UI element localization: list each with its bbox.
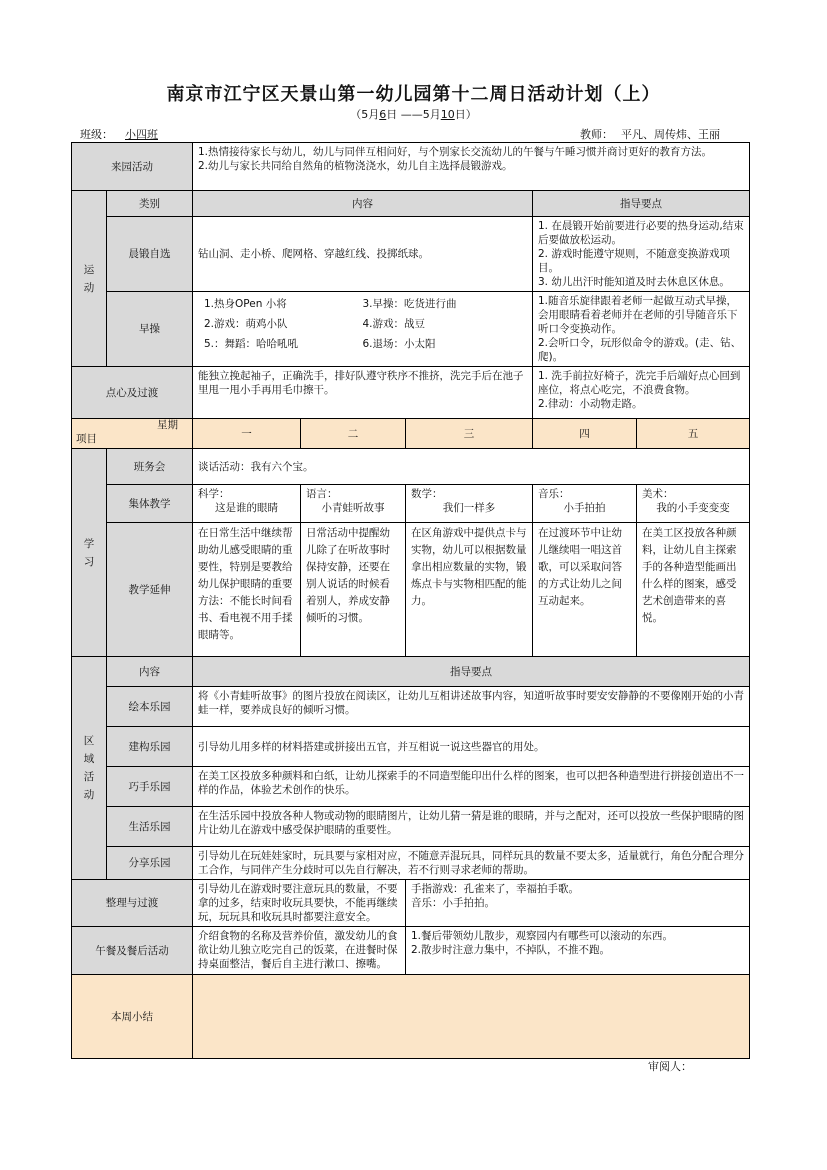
lunch-content: 介绍食物的名称及营养价值，激发幼儿的食欲让幼儿独立吃完自己的饭菜，在进餐时保持桌面整洁，餐后自主进行漱口、擦嘴。 [193, 927, 406, 975]
week-header-row [72, 419, 750, 449]
area-row-text: 将《小青蛙听故事》的图片投放在阅读区，让幼儿互相讲述故事内容，知道听故事时要安安静静的不要像刚开始的小青蛙一样，要养成良好的倾听习惯。 [193, 687, 750, 727]
morning-exercise-row [72, 217, 750, 292]
day-5: 五 [637, 419, 750, 449]
group-cell-2: 语言： 小青蛙听故事 [301, 485, 406, 523]
arrival-content [193, 143, 750, 191]
area-row [72, 687, 750, 727]
group-cell-4: 音乐： 小手拍拍 [533, 485, 637, 523]
morning-exercise-guide: 1. 在晨锻开始前要进行必要的热身运动,结束后要做放松运动。 2. 游戏时能遵守规则，不随意变换游戏项目。 3. 幼儿出汗时能知道及时去休息区休息。 [533, 217, 750, 292]
drill-item: 5.：舞蹈：哈哈吼吼 [204, 338, 299, 350]
area-row [72, 847, 750, 880]
drill-item: 4.游戏：战豆 [362, 318, 426, 330]
sport-label: 运动 [72, 191, 107, 367]
arrival-line-1: 1.热情接待家长与幼儿，幼儿与同伴互相问好，与个别家长交流幼儿的午餐与午睡习惯并商讨更好的教育方法。 [198, 146, 713, 158]
morning-drill-guide: 1.随音乐旋律跟着老师一起做互动式早操，会用眼睛看着老师并在老师的引导随音乐下听口令变换动作。 2.会听口令，玩形似命令的游戏。(走、钻、爬)。 [533, 292, 750, 367]
tidy-row [72, 880, 750, 927]
extension-cell-5: 在美工区投放各种颜料，让幼儿自主探索手的各种造型能画出什么样的图案，感受艺术创造带来的喜悦。 [637, 523, 750, 657]
week-item-header [72, 419, 193, 449]
date-mid: 日 ——5月 [386, 108, 441, 121]
teacher-value: 平凡、周传炜、王丽 [621, 128, 720, 141]
area-row-text: 引导幼儿在玩娃娃家时，玩具要与家相对应，不随意弄混玩具，同样玩具的数量不要太多，适量就行，角色分配合理分工合作，与同伴产生分歧时可以先自行解决，若不行则寻求老师的帮助。 [193, 847, 750, 880]
sport-col-type: 类别 [107, 191, 193, 217]
morning-exercise-content: 钻山洞、走小桥、爬网格、穿越红线、投掷纸球。 [193, 217, 533, 292]
drill-item: 6.退场：小太阳 [362, 338, 436, 350]
date-open: （5月 [350, 108, 380, 121]
class-label: 班级： [80, 128, 113, 141]
area-header-row [72, 657, 750, 687]
arrival-line-2: 2.幼儿与家长共同给自然角的植物浇浇水，幼儿自主选择晨锻游戏。 [198, 160, 513, 172]
group-cell-5: 美术： 我的小手变变变 [637, 485, 750, 523]
class-meeting-row [72, 449, 750, 485]
morning-drill-row [72, 292, 750, 367]
morning-drill-label: 早操 [107, 292, 193, 367]
area-row-text: 在生活乐园中投放各种人物或动物的眼睛图片，让幼儿猜一猜是谁的眼睛，并与之配对，还可以投放一些保护眼睛的图片让幼儿在游戏中感受保护眼睛的重要性。 [193, 807, 750, 847]
week-label: 星期 [157, 419, 178, 431]
lunch-label: 午餐及餐后活动 [72, 927, 193, 975]
extension-cell-3: 在区角游戏中提供点卡与实物，幼儿可以根据数量拿出相应数量的实物，锻炼点卡与实物相匹配的能力。 [406, 523, 533, 657]
area-row [72, 727, 750, 767]
date-close: 日） [454, 108, 477, 121]
lunch-guide: 1.餐后带领幼儿散步，观察园内有哪些可以滚动的东西。 2.散步时注意力集中，不掉队，不推不跑。 [406, 927, 750, 975]
extension-row [72, 523, 750, 657]
area-label: 区域活动 [72, 657, 107, 880]
date-end-day: 10 [440, 108, 455, 121]
study-label: 学习 [72, 449, 107, 657]
extension-label: 教学延伸 [107, 523, 193, 657]
group-cell-1: 科学： 这是谁的眼睛 [193, 485, 301, 523]
area-row-label: 分享乐园 [107, 847, 193, 880]
area-col-guide: 指导要点 [193, 657, 750, 687]
drill-item: 3.早操：吃货进行曲 [362, 298, 457, 310]
class-info [80, 126, 200, 142]
reviewer-label: 审阅人： [648, 1060, 692, 1073]
class-meeting-label: 班务会 [107, 449, 193, 485]
arrival-label: 来园活动 [72, 143, 193, 191]
tidy-content: 引导幼儿在游戏时要注意玩具的数量，不要拿的过多，结束时收玩具要快，不能再继续玩，玩玩具和收玩具时都要注意安全。 [193, 880, 406, 927]
page-title: 南京市江宁区天景山第一幼儿园第十二周日活动计划（上） [166, 84, 661, 105]
day-2: 二 [301, 419, 406, 449]
sport-header-row [72, 191, 750, 217]
area-row-label: 巧手乐园 [107, 767, 193, 807]
summary-row [72, 975, 750, 1059]
lunch-row [72, 927, 750, 975]
summary-content [193, 975, 750, 1059]
area-row-label: 绘本乐园 [107, 687, 193, 727]
snack-label: 点心及过渡 [72, 367, 193, 419]
class-value: 小四班 [125, 128, 158, 141]
drill-item: 1.热身OPen 小将 [204, 298, 287, 310]
area-row-text: 在美工区投放多种颜料和白纸，让幼儿探索手的不同造型能印出什么样的图案，也可以把各种造型进行拼接创造出不一样的作品，体验艺术创作的快乐。 [193, 767, 750, 807]
area-row-text: 引导幼儿用多样的材料搭建或拼接出五官，并互相说一说这些器官的用处。 [193, 727, 750, 767]
snack-row [72, 367, 750, 419]
activity-plan-table [71, 142, 750, 1059]
teacher-label: 教师： [580, 128, 613, 141]
area-row-label: 建构乐园 [107, 727, 193, 767]
class-meeting-content: 谈话活动：我有六个宝。 [193, 449, 750, 485]
summary-label: 本周小结 [72, 975, 193, 1059]
area-row [72, 807, 750, 847]
date-range [0, 106, 827, 122]
snack-content: 能独立挽起袖子，正确洗手，排好队遵守秩序不推挤，洗完手后在池子里甩一甩小手再用毛巾擦干。 [193, 367, 533, 419]
area-row [72, 767, 750, 807]
day-1: 一 [193, 419, 301, 449]
item-label: 项目 [76, 433, 97, 445]
date-start-day: 6 [379, 108, 387, 121]
extension-cell-1: 在日常生活中继续帮助幼儿感受眼睛的重要性，特别是要教给幼儿保护眼睛的重要方法：不能长时间看书、看电视不用手揉眼睛等。 [193, 523, 301, 657]
teacher-info [580, 126, 720, 142]
tidy-label: 整理与过渡 [72, 880, 193, 927]
day-3: 三 [406, 419, 533, 449]
group-teaching-row [72, 485, 750, 523]
tidy-guide: 手指游戏：孔雀来了，幸福拍手歌。 音乐：小手拍拍。 [406, 880, 750, 927]
drill-item: 2.游戏：萌鸡小队 [204, 318, 288, 330]
area-row-label: 生活乐园 [107, 807, 193, 847]
group-cell-3: 数学： 我们一样多 [406, 485, 533, 523]
area-col-content: 内容 [107, 657, 193, 687]
day-4: 四 [533, 419, 637, 449]
extension-cell-2: 日常活动中提醒幼儿除了在听故事时保持安静，还要在别人说话的时候看着别人，养成安静倾听的习惯。 [301, 523, 406, 657]
arrival-row [72, 143, 750, 191]
sport-col-guide: 指导要点 [533, 191, 750, 217]
morning-exercise-label: 晨锻自选 [107, 217, 193, 292]
sport-col-content: 内容 [193, 191, 533, 217]
morning-drill-content [193, 292, 533, 367]
snack-guide: 1. 洗手前拉好椅子，洗完手后端好点心回到座位，将点心吃完，不浪费食物。 2.律动：小动物走路。 [533, 367, 750, 419]
group-teaching-label: 集体教学 [107, 485, 193, 523]
extension-cell-4: 在过渡环节中让幼儿继续唱一唱这首歌，可以采取问答的方式让幼儿之间互动起来。 [533, 523, 637, 657]
class-underline [164, 128, 200, 141]
